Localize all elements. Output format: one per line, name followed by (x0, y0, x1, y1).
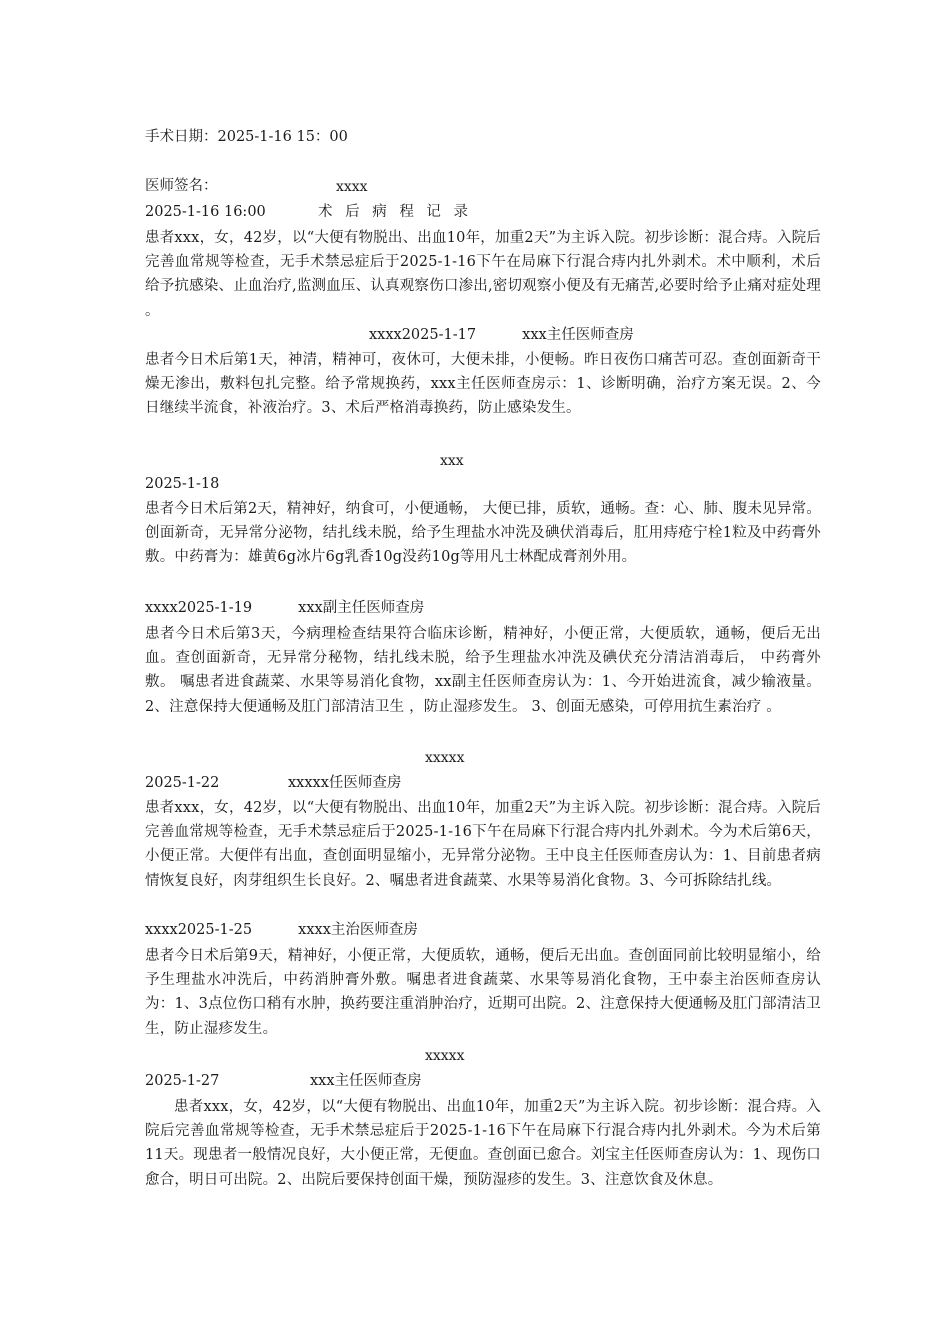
entry-signer: xxxxx (425, 750, 465, 766)
entry-date: 2025-1-18 (145, 476, 220, 492)
entry-text: 患者xxx，女，42岁，以“大便有物脱出、出血10年，加重2天”为主诉入院。初步诊断：混合痔。入院后完善血常规等检查，无手术禁忌症后于2025-1-16下午在局麻下行混合痔内扎外剥术。术中顺利，术后给予抗感染、止血治疗,监测血压、认真观察伤口渗出,密切观察小便及有无痛苦,必要时给予止痛对症处理 。 (145, 230, 821, 319)
surgery-date: 手术日期：2025-1-16 15：00 (145, 129, 348, 145)
entry-text: 患者今日术后第1天，神清，精神可，夜休可，大便未排，小便畅。昨日夜伤口痛苦可忍。查创面新奇干燥无渗出，敷料包扎完整。给予常规换药，xxx主任医师查房示：1、诊断明确，治疗方案无误。2、今日继续半流食，补液治疗。3、术后严格消毒换药，防止感染发生。 (145, 352, 821, 417)
entry-text: 患者今日术后第9天，精神好，小便正常，大便质软，通畅，便后无出血。查创面同前比较明显缩小，给予生理盐水冲洗后，中药消肿膏外敷。嘱患者进食蔬菜、水果等易消化食物，王中泰主治医师查房认为：1、3点位伤口稍有水肿，换药要注重消肿治疗，近期可出院。2、注意保持大便通畅及肛门部清洁卫生，防止湿疹发生。 (145, 948, 821, 1037)
entry-text: 患者今日术后第3天，今病理检查结果符合临床诊断，精神好，小便正常，大便质软，通畅，便后无出血。查创面新奇，无异常分秘物，结扎线未脱，给予生理盐水冲洗及碘伏充分清洁消毒后， 中药膏外敷。 嘱患者进食蔬菜、水果等易消化食物，xx副主任医师查房认为：1、今开始进流食，减少输液量。2、注意保持大便通畅及肛门部清洁卫生 ，防止湿疹发生。 3、创面无感染，可停用抗生素治疗 。 (145, 626, 821, 715)
entry-title: xxxxx任医师查房 (288, 775, 402, 791)
entry-title: 术 后 病 程 记 录 (318, 204, 473, 220)
entry-date: 2025-1-16 16:00 (145, 204, 266, 220)
entry-header: xxxx2025-1-19 xxx副主任医师查房 (145, 600, 425, 616)
entry-title: xxx主任医师查房 (310, 1073, 422, 1089)
entry-text: 患者今日术后第2天，精神好，纳食可，小便通畅， 大便已排，质软，通畅。查：心、肺、腹未见异常。创面新奇，无异常分泌物，结扎线未脱，给予生理盐水冲洗及碘伏消毒后，肛用痔疮宁栓1粒及中药膏外敷。中药膏为：雄黄6g冰片6g乳香10g没药10g等用凡士林配成膏剂外用。 (145, 501, 821, 566)
entry-date: 2025-1-22 (145, 775, 220, 791)
entry-header: xxxx2025-1-25 xxxx主治医师查房 (145, 922, 418, 938)
entry-header: xxxx2025-1-17 xxx主任医师查房 (369, 327, 634, 343)
entry-text: 患者xxx，女，42岁，以“大便有物脱出、出血10年，加重2天”为主诉入院。初步诊断：混合痔。入院后完善血常规等检查，无手术禁忌症后于2025-1-16下午在局麻下行混合痔内扎外剥术。今为术后第6天，小便正常。大便伴有出血，查创面明显缩小，无异常分泌物。王中良主任医师查房认为：1、目前患者病情恢复良好，肉芽组织生长良好。2、嘱患者进食蔬菜、水果等易消化食物。3、今可拆除结扎线。 (145, 800, 821, 889)
signature-name: xxxx (336, 179, 368, 195)
entry-date: 2025-1-27 (145, 1073, 220, 1089)
entry-text: 患者xxx，女，42岁，以“大便有物脱出、出血10年，加重2天”为主诉入院。初步诊断：混合痔。入院后完善血常规等检查，无手术禁忌症后于2025-1-16下午在局麻下行混合痔内扎外剥术。今为术后第11天。现患者一般情况良好，大小便正常，无便血。查创面已愈合。刘宝主任医师查房认为：1、现伤口愈合，明日可出院。2、出院后要保持创面干燥，预防湿疹的发生。3、注意饮食及休息。 (145, 1099, 821, 1188)
entry-signer: xxx (440, 453, 464, 469)
signature-label: 医师签名： (145, 178, 218, 194)
entry-signer: xxxxx (425, 1048, 465, 1064)
